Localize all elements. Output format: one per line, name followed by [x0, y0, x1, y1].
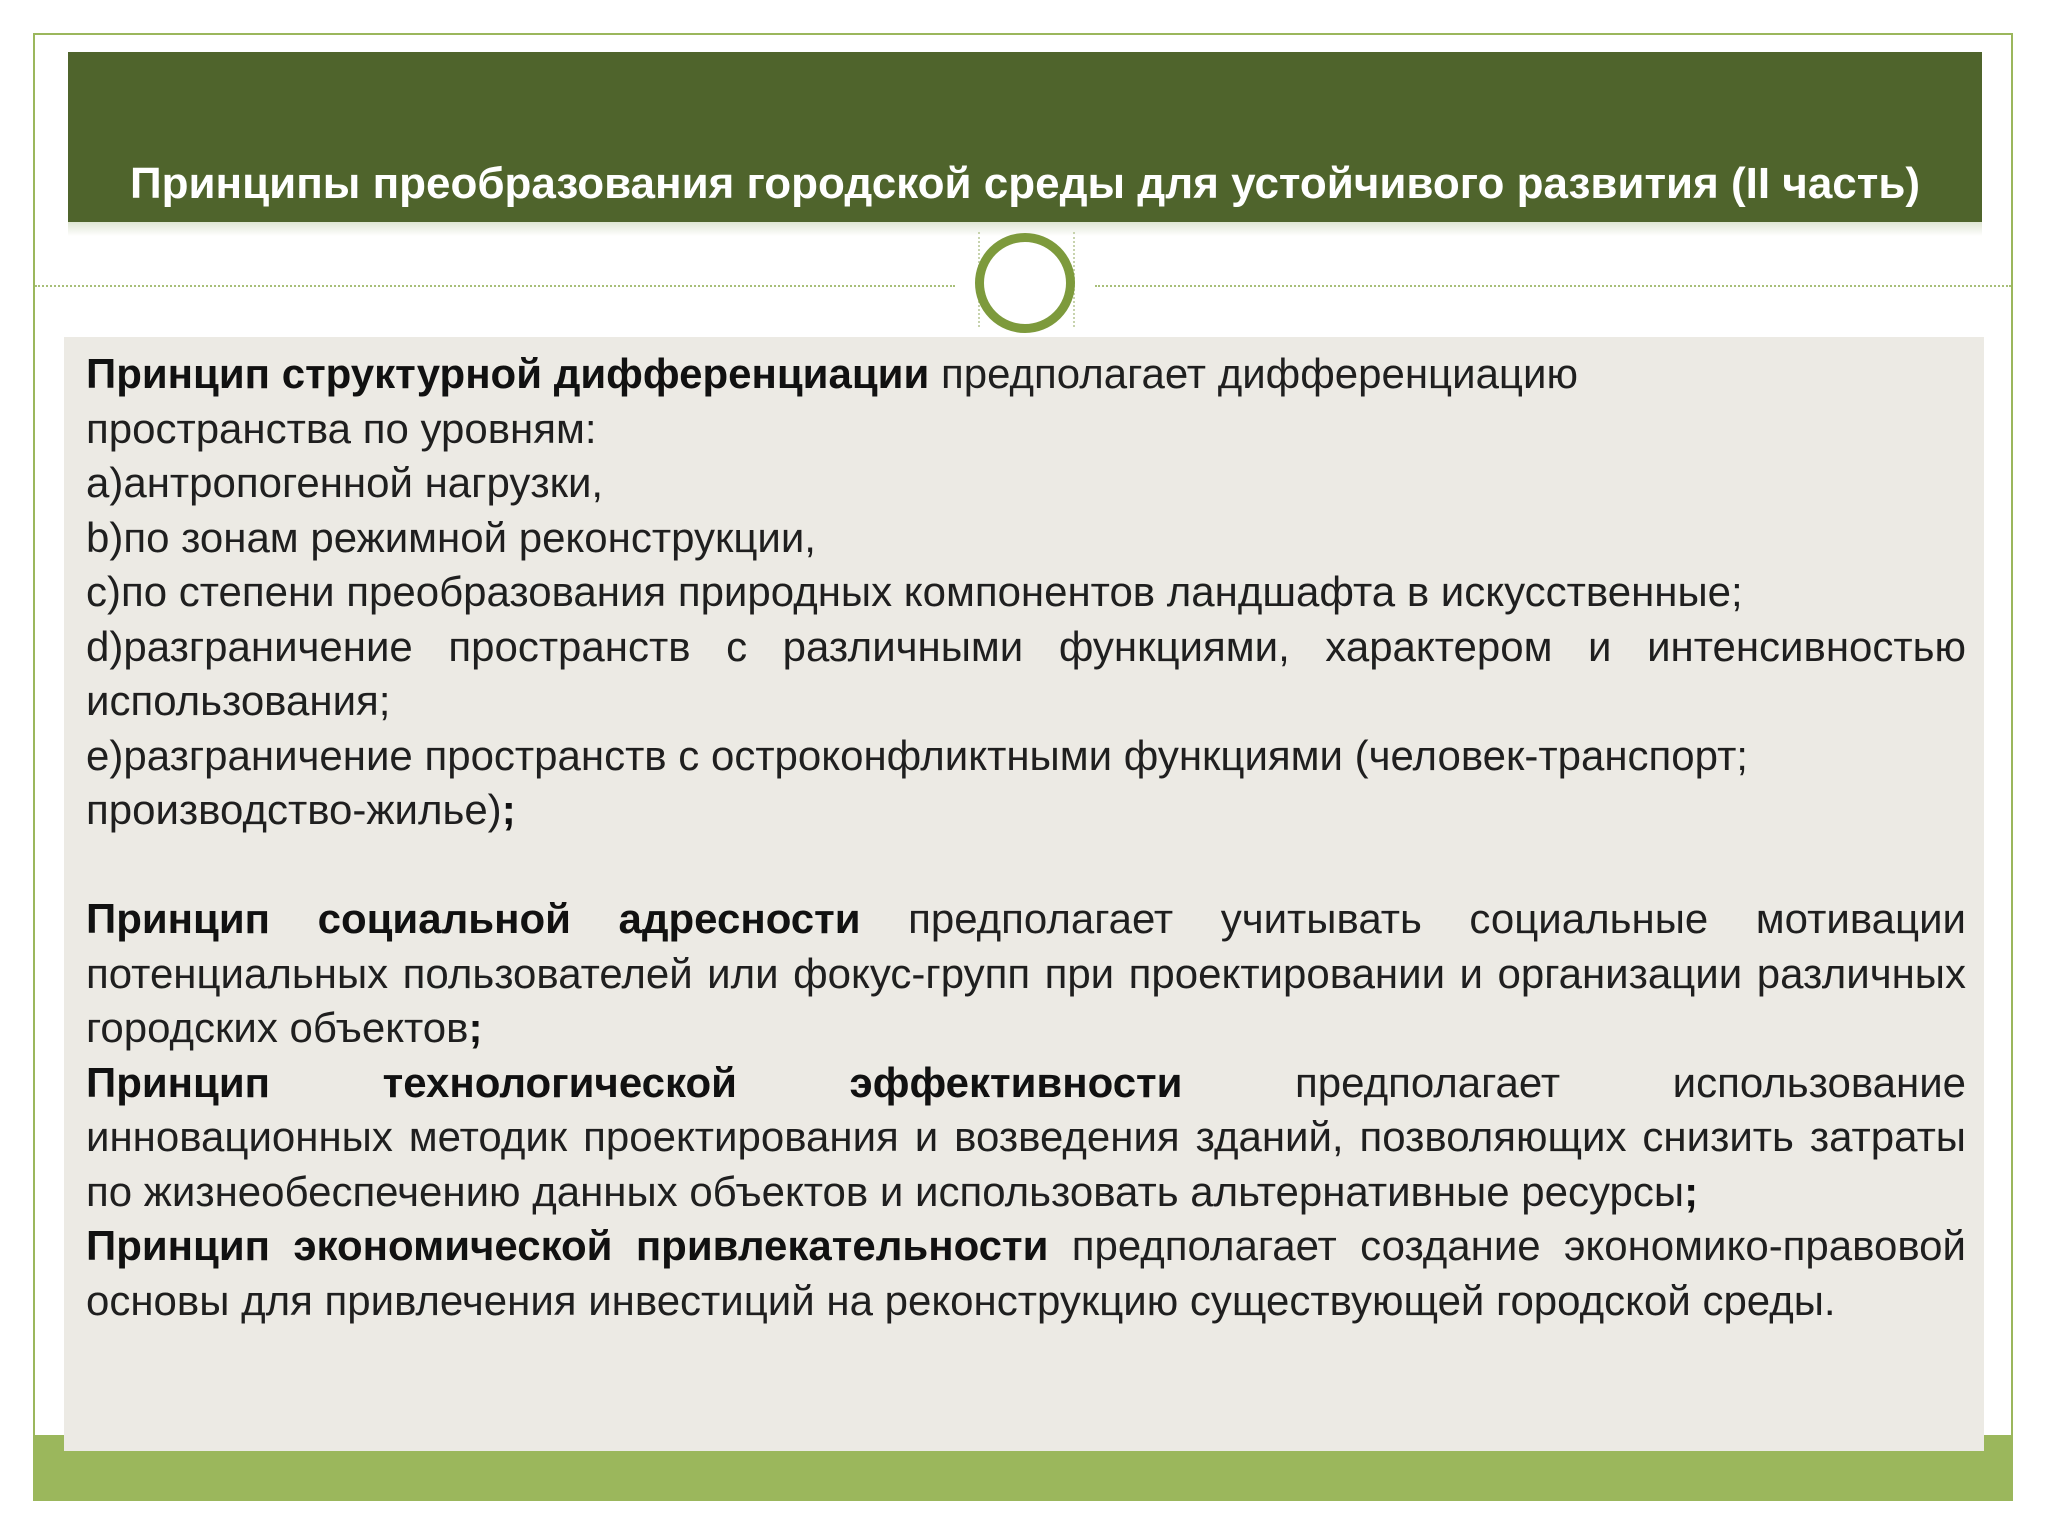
principle-tech-word4: предполагает — [1295, 1058, 1561, 1106]
list-item-e-text: e)разграничение пространств с остроконфликтными функциями (человек-транспорт; производство-жилье) — [86, 731, 1748, 833]
list-item-e — [86, 729, 1966, 838]
principle-social-title: Принцип социальной адресности — [86, 895, 861, 942]
paragraph-spacer — [86, 838, 1966, 893]
principle-social-text: предполагает учитывать социальные мотивации потенциальных пользователей или фокус-групп при проектировании и организации различных городских объектов — [86, 895, 1966, 1051]
principle-structural-text: предполагает дифференциацию — [929, 350, 1578, 397]
principle-economic-title: Принцип экономической привлекательности — [86, 1222, 1049, 1269]
principle-social — [86, 892, 1966, 1056]
principle-structural-line1 — [86, 347, 1966, 402]
list-item-a: a)антропогенной нагрузки, — [86, 459, 604, 506]
title-bar — [68, 52, 1982, 222]
principle-structural-line2: пространства по уровням: — [86, 404, 597, 452]
principle-tech-word5: использование — [1672, 1058, 1967, 1106]
list-item-b: b)по зонам режимной реконструкции, — [86, 513, 816, 561]
content-body — [86, 347, 1966, 1328]
list-item-e-punct: ; — [501, 786, 516, 833]
principle-economic-text: предполагает создание экономико-правовой основы для привлечения инвестиций на реконструкцию существующей городской среды. — [86, 1222, 1967, 1324]
principle-tech-punct: ; — [1684, 1167, 1699, 1215]
principle-economic — [86, 1219, 1966, 1328]
principle-structural-title: Принцип структурной дифференциации — [86, 350, 930, 397]
principle-tech-title-word3: эффективности — [849, 1058, 1183, 1106]
slide-title: Принципы преобразования городской среды для устойчивого развития (II часть) — [129, 159, 1921, 208]
principle-tech-body — [86, 1110, 1966, 1219]
circle-ornament-icon — [975, 233, 1075, 333]
list-item-c: c)по степени преобразования природных компонентов ландшафта в искусственные; — [86, 568, 1743, 615]
principle-tech-text: инновационных методик проектирования и возведения зданий, позволяющих снизить затраты по жизнеобеспечению данных объектов и использовать альтернативные ресурсы — [86, 1113, 1966, 1215]
divider-line-left — [35, 285, 955, 287]
principle-social-punct: ; — [468, 1004, 483, 1051]
principle-tech-title-word2: технологической — [382, 1058, 737, 1106]
principle-tech-title-word1: Принцип — [86, 1058, 271, 1106]
principle-tech-line1 — [86, 1056, 1966, 1111]
divider-line-right — [1095, 285, 2011, 287]
list-item-d: d)разграничение пространств с различными функциями, характером и интенсивностью использования; — [86, 622, 1966, 724]
